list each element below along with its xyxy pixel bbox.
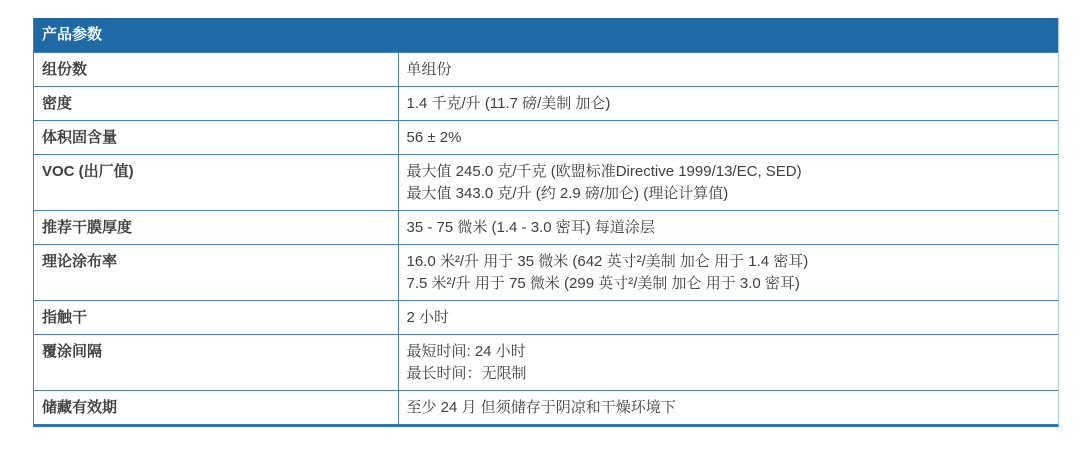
table-row: [34, 335, 1058, 391]
param-label: 推荐干膜厚度: [34, 211, 398, 245]
param-value: [398, 301, 1058, 335]
param-value-line: 1.4 千克/升 (11.7 磅/美制 加仑): [406, 95, 611, 112]
table-row: [34, 301, 1058, 335]
param-value-line: 2 小时: [406, 309, 450, 326]
table-title: 产品参数: [34, 18, 1058, 52]
table-row: [34, 211, 1058, 245]
param-value-line: 35 - 75 微米 (1.4 - 3.0 密耳) 每道涂层: [406, 219, 655, 236]
param-value-line: 最大值 245.0 克/千克 (欧盟标准Directive 1999/13/EC, SED): [406, 163, 802, 180]
param-value-line: 至少 24 月 但须储存于阴凉和干燥环境下: [406, 399, 676, 416]
param-label: VOC (出厂值): [34, 155, 398, 211]
param-value-line: 最短时间: 24 小时: [406, 343, 526, 360]
param-label: 理论涂布率: [34, 245, 398, 301]
param-value-line: 16.0 米²/升 用于 35 微米 (642 英寸²/美制 加仑 用于 1.4 密耳): [406, 253, 809, 270]
param-value: [398, 391, 1058, 425]
param-value: [398, 211, 1058, 245]
param-label: 组份数: [34, 53, 398, 87]
param-label: 储藏有效期: [34, 391, 398, 425]
param-value: [398, 155, 1058, 211]
table-row: [34, 87, 1058, 121]
param-value: [398, 87, 1058, 121]
param-value-line: 7.5 米²/升 用于 75 微米 (299 英寸²/美制 加仑 用于 3.0 密耳): [406, 275, 800, 292]
param-value-line: 最大值 343.0 克/升 (约 2.9 磅/加仑) (理论计算值): [406, 185, 729, 202]
param-label: 指触干: [34, 301, 398, 335]
param-label: 覆涂间隔: [34, 335, 398, 391]
table-row: [34, 245, 1058, 301]
table-row: [34, 391, 1058, 425]
table-row: [34, 121, 1058, 155]
table-row: [34, 155, 1058, 211]
param-value: [398, 335, 1058, 391]
param-value-line: 最长时间：无限制: [406, 365, 527, 382]
param-label: 密度: [34, 87, 398, 121]
param-value: [398, 53, 1058, 87]
table-row: [34, 53, 1058, 87]
param-value-line: 单组份: [406, 61, 452, 78]
product-parameters-table: [33, 18, 1059, 427]
parameters-table: [34, 52, 1058, 424]
param-label: 体积固含量: [34, 121, 398, 155]
param-value: [398, 121, 1058, 155]
param-value-line: 56 ± 2%: [406, 129, 462, 146]
param-value: [398, 245, 1058, 301]
